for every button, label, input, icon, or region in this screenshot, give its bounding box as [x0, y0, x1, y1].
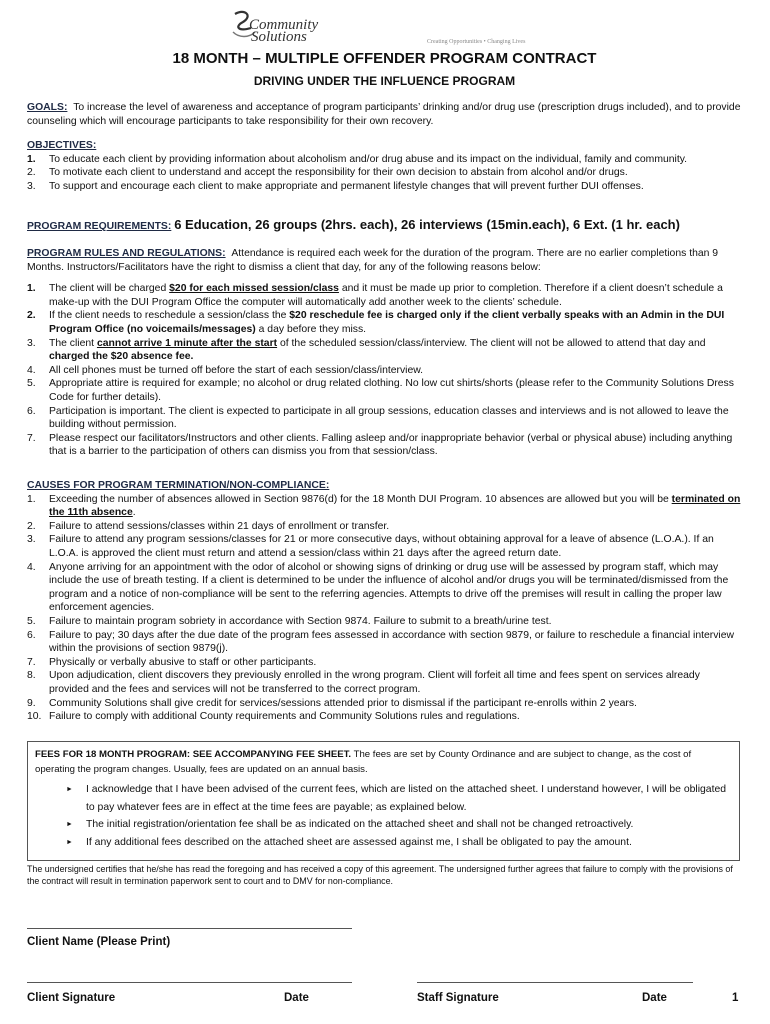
list-item: ► If any additional fees described on the attached sheet are assessed against me, I shall be obligated to pay the amount. [35, 834, 732, 852]
list-item: 8. Upon adjudication, client discovers they previously enrolled in the wrong program. Client will forfeit all time and fees spent on services already provided and the fees and services will not be transferred to the correct program. [27, 670, 700, 695]
bullet-arrow-icon: ► [66, 821, 73, 828]
logo-text-line2: Solutions [251, 29, 307, 45]
bullet-arrow-icon: ► [66, 786, 73, 793]
termination-label: CAUSES FOR PROGRAM TERMINATION/NON-COMPLIANCE: [27, 480, 330, 491]
list-item: 2. Failure to attend sessions/classes within 21 days of enrollment or transfer. [27, 520, 390, 532]
client-signature-label: Client Signature [27, 992, 116, 1004]
bullet-arrow-icon: ► [66, 838, 73, 846]
termination-list [27, 493, 742, 724]
list-item: ► The initial registration/orientation fee shall be as indicated on the attached sheet and shall not be changed retroactively. [35, 816, 732, 834]
rules-intro: Attendance is required each week for the duration of the program. There are no earlier completions than 9 Months. Instructors/Facilitators have the right to dismiss a client that day, for any of the following reasons below: [27, 248, 719, 273]
list-item: 1. Exceeding the number of absences allowed in Section 9876(d) for the 18 Month DUI Program. 10 absences are allowed but you will be terminated on the 11th absence. [27, 493, 741, 519]
list-item: ► I acknowledge that I have been advised of the current fees, which are listed on the attached sheet. I understand however, I will be obligated to pay whatever fees are in effect at the time fees are payable; as explained below. [35, 781, 732, 816]
rules-list [27, 282, 742, 459]
list-item: 3. Failure to attend any program sessions/classes for 21 or more consecutive days, without obtaining approval for a leave of absence (L.O.A.). If an L.O.A. is approved the client must return and attend a session/class within 21 days after the agreed return date. [27, 534, 714, 559]
requirements-section [27, 218, 742, 234]
document-title: 18 MONTH – MULTIPLE OFFENDER PROGRAM CONTRACT [172, 50, 597, 67]
objectives-label: OBJECTIVES: [27, 140, 97, 151]
list-item: 4. Anyone arriving for an appointment with the odor of alcohol or showing signs of drinking or drug use will be assessed by program staff, which may include the use of breath testing. If a client is determined to be under the influence of alcohol and/or drugs you will be terminated/dismissed from the program and a notice of non-compliance will be sent to the referring agencies. Attempts to drive off the premises will result in calling the proper law enforcement agencies. [27, 561, 729, 614]
list-item: 1. The client will be charged $20 for each missed session/class and it must be made up prior to completion. Therefore if a client doesn’t schedule a make-up with the DUI Program Office the computer will automatically add another week to the clients’ schedule. [27, 283, 723, 308]
goals-text: To increase the level of awareness and acceptance of program participants’ drinking and/or drug use (prescription drugs included), and to provide counseling which will encourage participants to take responsibility for their own recovery. [27, 102, 741, 127]
certification-text: The undersigned certifies that he/she has read the foregoing and has received a copy of this agreement. The undersigned further agrees that failure to comply with the provisions of the contract will result in termination paperwork sent to court and to DMV for non-compliance. [27, 864, 733, 886]
document-subtitle: DRIVING UNDER THE INFLUENCE PROGRAM [253, 74, 516, 88]
fees-bullets [35, 781, 732, 851]
fees-box [27, 741, 740, 861]
list-item: 5. Appropriate attire is required for example; no alcohol or drug related clothing. No low cut shirts/shorts (please refer to the Community Solutions Dress Code for further details). [27, 378, 734, 403]
client-signature-line[interactable] [27, 982, 352, 983]
list-item: 3. The client cannot arrive 1 minute after the start of the scheduled session/class/interview. The client will not be allowed to attend that day and charged the $20 absence fee. [27, 337, 706, 363]
fees-heading: FEES FOR 18 MONTH PROGRAM: SEE ACCOMPANYING FEE SHEET. [35, 749, 352, 760]
requirements-label: PROGRAM REQUIREMENTS: [27, 221, 172, 232]
list-item: 5. Failure to maintain program sobriety in accordance with Section 9874. Failure to submit to a breath/urine test. [27, 615, 552, 627]
list-item: 9. Community Solutions shall give credit for services/sessions attended prior to dismissal if the participant re-enrolls within 2 years. [27, 697, 637, 709]
staff-signature-line[interactable] [417, 982, 693, 983]
list-item: 4. All cell phones must be turned off before the start of each session/class/interview. [27, 364, 424, 376]
goals-section [27, 101, 742, 128]
list-item: 2. To motivate each client to understand and accept the responsibility for their own decision to abstain from alcohol and/or drugs. [27, 167, 628, 179]
list-item: 6. Failure to pay; 30 days after the due date of the program fees assessed in accordance with section 9879, or failure to reschedule a financial interview within the provisions of section 9879(j). [27, 629, 735, 655]
list-item: 1. To educate each client by providing information about alcoholism and/or drug abuse and its impact on the individual, family and community. [27, 153, 688, 165]
termination-section [27, 479, 742, 724]
list-item: 7. Physically or verbally abusive to staff or other participants. [27, 656, 317, 668]
list-item: 6. Participation is important. The client is expected to participate in all group sessions, education classes and interviews and is not allowed to leave the building without permission. [27, 405, 729, 431]
page-number: 1 [732, 992, 739, 1004]
rules-label: PROGRAM RULES AND REGULATIONS: [27, 248, 226, 259]
list-item: 7. Please respect our facilitators/Instructors and other clients. Falling asleep and/or inappropriate behavior (verbal or physical abuse) including anything that is a barrier to the participation of others can dismiss you from that session/class. [27, 432, 733, 458]
list-item: 3. To support and encourage each client to make appropriate and permanent lifestyle changes that will prevent further DUI offenses. [27, 180, 644, 192]
client-name-line[interactable] [27, 928, 352, 929]
objectives-section [27, 139, 742, 193]
list-item: 2. If the client needs to reschedule a session/class the $20 reschedule fee is charged only if the client verbally speaks with an Admin in the DUI Program Office (no voicemails/messages) a day before they miss. [27, 310, 725, 335]
community-solutions-logo [231, 10, 571, 44]
rules-section [27, 247, 742, 459]
staff-signature-label: Staff Signature [417, 992, 499, 1004]
client-date-label: Date [284, 992, 309, 1004]
list-item: 10. Failure to comply with additional County requirements and Community Solutions rules and regulations. [27, 711, 520, 723]
staff-date-label: Date [642, 992, 667, 1004]
logo-tagline: Creating Opportunities • Changing Lives [427, 39, 526, 45]
goals-label: GOALS: [27, 102, 68, 113]
fees-text: The fees are set by County Ordinance and are subject to change, as the cost of operating the program changes. Usually, fees are updated on an annual basis. [35, 749, 692, 775]
objectives-list [27, 153, 742, 194]
requirements-text: 6 Education, 26 groups (2hrs. each), 26 interviews (15min.each), 6 Ext. (1 hr. each) [174, 217, 680, 232]
client-name-label: Client Name (Please Print) [27, 936, 171, 948]
logo-text-line1: Community [249, 17, 319, 33]
